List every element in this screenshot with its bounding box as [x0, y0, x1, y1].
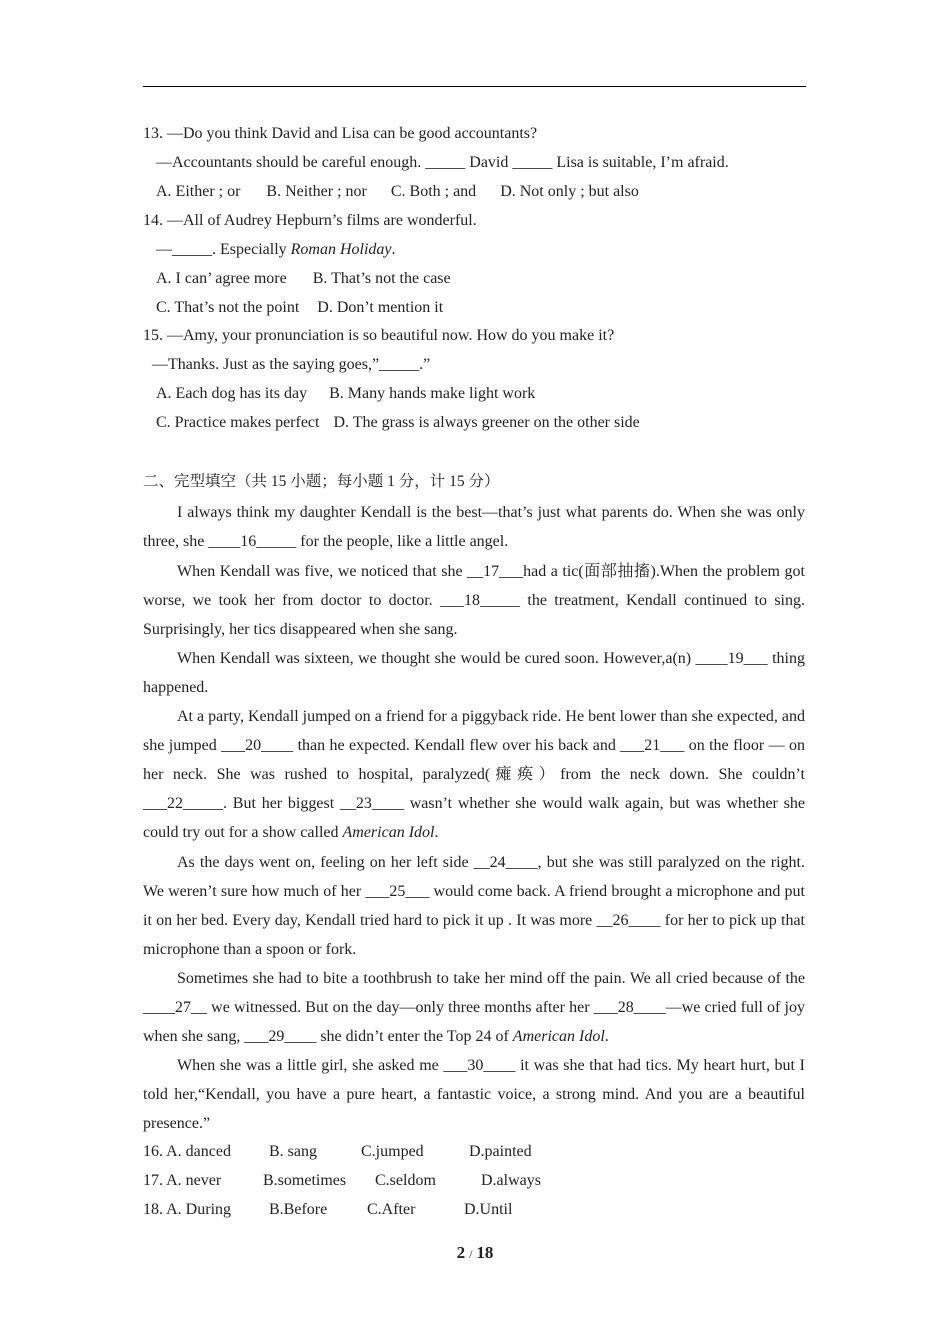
q18-option-b: B.Before [269, 1201, 328, 1218]
passage-paragraph-4-title: American Idol [342, 824, 435, 842]
q15-option-b: B. Many hands make light work [329, 385, 536, 402]
passage-paragraph-6-title: American Idol [512, 1028, 605, 1046]
q17-option-a: A. never [166, 1172, 222, 1189]
passage-paragraph-4-end: . [434, 824, 439, 842]
page-total: 18 [476, 1243, 494, 1262]
q17-options [143, 1171, 541, 1191]
q14-option-a: A. I can’ agree more [156, 270, 287, 287]
q14-reply-end: . [391, 241, 396, 258]
q18-option-c: C.After [367, 1201, 416, 1218]
q13-option-d: D. Not only ; but also [500, 183, 639, 200]
page-separator: / [469, 1247, 473, 1261]
q14-options-row1 [156, 269, 451, 289]
q16-option-c: C.jumped [361, 1143, 424, 1160]
q16-options [143, 1142, 532, 1162]
q15-option-c: C. Practice makes perfect [156, 414, 320, 431]
page-number [0, 1243, 950, 1263]
q13-reply: —Accountants should be careful enough. _____ David _____ Lisa is suitable, I’m afraid. [156, 154, 729, 171]
q16-number: 16. [143, 1143, 163, 1160]
q17-option-b: B.sometimes [263, 1172, 347, 1189]
q15-options-row1 [156, 384, 535, 404]
q13-option-b: B. Neither ; nor [266, 183, 367, 200]
q14-reply [156, 240, 396, 260]
q15-stem: 15. —Amy, your pronunciation is so beautiful now. How do you make it? [143, 327, 615, 344]
q15-option-a: A. Each dog has its day [156, 385, 308, 402]
passage-paragraph-5: As the days went on, feeling on her left side __24____, but she was still paralyzed on the right. We weren’t sure how much of her ___25___ would come back. A friend brought a microphone and put it on her bed. Every day, Kendall tried hard to pick it up . It was more __26____ for her to pick up that microphone than a spoon or fork. [143, 854, 805, 959]
q15-reply: —Thanks. Just as the saying goes,”_____.” [152, 356, 431, 373]
q17-number: 17. [143, 1172, 163, 1189]
q13-options [156, 182, 639, 202]
q15-option-d: D. The grass is always greener on the other side [333, 414, 640, 431]
q16-option-b: B. sang [269, 1143, 317, 1160]
passage-paragraph-6 [143, 964, 805, 1051]
passage-paragraph-2: When Kendall was five, we noticed that she __17___had a tic(面部抽搐).When the problem got worse, we took her from doctor to doctor. ___18_____ the treatment, Kendall continued to sing. Surprisingly, her tics disappeared when she sang. [143, 563, 805, 639]
q13-option-a: A. Either ; or [156, 183, 241, 200]
passage-paragraph-6-text: Sometimes she had to bite a toothbrush to take her mind off the pain. We all cried because of the ____27__ we witnessed. But on the day—only three months after her ___28____—we cried full of joy when she sang, ___29____ she didn’t enter the Top 24 of [143, 970, 805, 1046]
q14-option-c: C. That’s not the point [156, 299, 300, 316]
q14-option-b: B. That’s not the case [312, 270, 451, 287]
q14-stem: 14. —All of Audrey Hepburn’s films are wonderful. [143, 212, 477, 229]
q18-number: 18. [143, 1201, 163, 1218]
q18-option-a: A. During [166, 1201, 232, 1218]
section-heading: 二、完型填空（共 15 小题；每小题 1 分，计 15 分） [143, 473, 500, 490]
q15-options-row2 [156, 413, 640, 433]
passage-paragraph-1: I always think my daughter Kendall is the best—that’s just what parents do. When she was only three, she ____16_____ for the people, like a little angel. [143, 504, 805, 551]
q14-reply-text: —_____. Especially [156, 241, 291, 258]
q14-reply-title: Roman Holiday [290, 241, 392, 258]
q16-option-d: D.painted [469, 1143, 532, 1160]
q18-option-d: D.Until [464, 1201, 513, 1218]
q14-options-row2 [156, 298, 443, 318]
page-current: 2 [456, 1243, 466, 1262]
q13-option-c: C. Both ; and [390, 183, 477, 200]
q13-stem: 13. —Do you think David and Lisa can be good accountants? [143, 125, 538, 142]
q17-option-d: D.always [481, 1172, 541, 1189]
passage-paragraph-4-text: At a party, Kendall jumped on a friend for a piggyback ride. He bent lower than she expected, and she jumped ___20____ than he expected. Kendall flew over his back and ___21___ on the floor — on her neck. She was rushed to hospital, paralyzed(瘫痪）from the neck down. She couldn’t ___22_____. But her biggest __23____ wasn’t whether she would walk again, but was whether she could try out for a show called [143, 708, 805, 842]
passage-paragraph-4 [143, 702, 805, 847]
passage-paragraph-3: When Kendall was sixteen, we thought she would be cured soon. However,a(n) ____19___ thing happened. [143, 650, 805, 697]
q17-option-c: C.seldom [375, 1172, 436, 1189]
q14-option-d: D. Don’t mention it [317, 299, 444, 316]
header-rule [143, 86, 806, 87]
q16-option-a: A. danced [166, 1143, 231, 1160]
passage-paragraph-7: When she was a little girl, she asked me ___30____ it was she that had tics. My heart hurt, but I told her,“Kendall, you have a pure heart, a fantastic voice, a strong mind. And you are a beautiful presence.” [143, 1057, 805, 1133]
q18-options [143, 1200, 513, 1220]
passage-paragraph-6-end: . [604, 1028, 609, 1046]
